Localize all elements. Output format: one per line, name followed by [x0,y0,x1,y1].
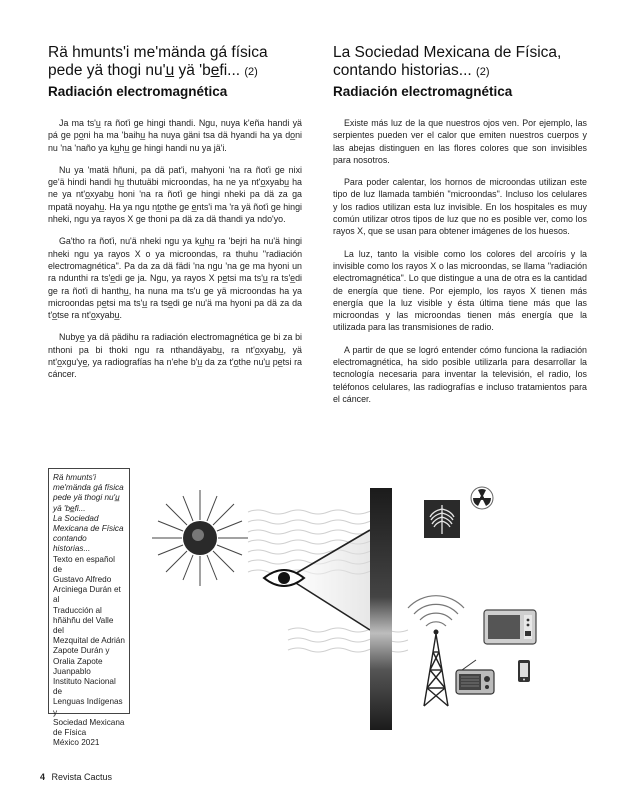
magazine-name: Revista Cactus [51,772,113,782]
right-paragraph: Existe más luz de la que nuestros ojos ven. Por ejemplo, las serpientes pueden ver el calor que emiten nuestros cuerpos y las abejas distinguen en las flores colores que son invisibles para nosotros. [333,118,587,165]
electromagnetic-illustration [138,460,598,730]
credit-line: La Sociedad [53,513,99,523]
right-title-number: (2) [476,66,490,78]
left-title [48,44,302,81]
left-title-text: Rä hmunts'i me'mända gá física pede yä thogi nu'u̲ yä 'be̲fi... [48,44,268,79]
right-paragraph: Para poder calentar, los hornos de microondas utilizan este tipo de luz llamada también "microondas". Incluso los celulares y los radios utilizan esta luz invisible. En los hospitales es muy común utilizar otros tipos de luz que no es posible ver, como los rayos X, que se usan para obtener imágenes de los huesos. [333,177,587,237]
right-title [333,44,587,81]
credit-line: México 2021 [53,738,100,748]
spectrum-bar [370,488,392,730]
right-subtitle: Radiación electromagnética [333,84,513,99]
credit-line: pede yä thogi nu'u̲ [53,493,120,503]
credit-line: Rä hmunts'i [53,473,96,482]
right-paragraph: A partir de que se logró entender cómo funciona la radiación electromagnética, ha sido posible utilizarla para desarrollar la tecnología necesaria para inventar la televisión, el radio, los teléfonos celulares, las radiografías e incluso tratamientos para el cáncer. [333,344,587,404]
cellphone-icon [518,660,530,682]
credit-line: Juanpablo [53,666,91,676]
page-footer [40,772,112,782]
left-column [48,44,302,391]
xray-icon [424,500,460,538]
credit-line: Mexicana de Física [53,524,124,534]
credit-line: de Física [53,728,87,738]
radio-icon [456,660,494,694]
credit-line: contando historias... [53,534,91,554]
credit-line: yä 'be̲fi... [53,503,86,513]
credits-plain [53,555,125,749]
left-paragraph: Ja ma ts'u̲ ra ñoťi ge hingi thandi. Ngu, nuya k'eña handi yä pá ge po̲ni ha ma 'baihu̲ ha nuya gäni tsa dä hyandi ha ya do̲ni nu 'na 'naño ya ku̲hu̲ ge hingi handi nu ya jä'i. [48,118,302,153]
left-paragraph: Nu ya 'matä hñuni, pa dä pat'i, mahyoni 'na ra ñoťi ge nixi ge'ä hindi handi hu̲ thutuäbi microondas, ha ne ya nt'o̲xyabu̲ ha ne ya nt'o̲xyabu̲ honi 'na ra ñoťi ge hingi nheki pa dä za ga mpatä noyahu̲. Ha ya ngu nt̲othe ge e̲nts'i ma 'ra yä ñoťi ge hingi nheki, ngu ya rayos X ge thoni pa dä za dä thandi ya ndo'yo. [48,164,302,225]
right-column [333,44,587,415]
left-paragraph: Nubye̲ ya dä pädihu ra radiación electromagnética ge bi za bi nthoni pa bi thoki ngu ra nthandäyabu̲, ra nt'o̲xyabu̲, yä nt'o̲xgu'ye̲, ya radiografías ha n'ehe b'u̲ da za t'o̲the nu'u̲ pe̲tsi ra cáncer. [48,332,302,380]
credit-line: hñähñu del Valle del [53,615,114,636]
credits-box [48,468,130,748]
credit-line: Sociedad Mexicana [53,717,125,727]
credit-line: Gustavo Alfredo [53,575,112,585]
right-paragraph: La luz, tanto la visible como los colores del arcoíris y la invisible como los rayos X o las microondas, se llama "radiación electromagnética". Lo que distingue a una de otra es la cantidad de energía que tiene. Por ejemplo, los rayos X tienen más energía que la luz visible y ésta última tiene más que las microondas y las microondas tienen más energía que la utilizada para las transmisiones de radio. [333,248,587,333]
left-subtitle: Radiación electromagnética [48,84,228,99]
credit-line: Arciniega Durán et al [53,585,121,605]
microwave-icon [484,610,536,644]
page-number: 4 [40,772,46,782]
credit-line: Mezquital de Adrián [53,636,125,646]
radiation-icon [471,487,493,509]
credit-line: Zapote Durán y [53,646,110,656]
left-paragraph: Ga'tho ra ñoťi, nu'ä nheki ngu ya ku̲hu̲ ra 'bejri ha nu'ä hingi nheki ngu ya rayos X o ya microondas, ra thuhu "radiación electromagnética". Pa da za dä fädi 'na ngu 'na ge ma hyoni un ra ndunthi ra ts'e̲di ge ja. Ngu, ya rayos X pe̲tsi ma ts'u̲ ra ts'e̲di ge ra ñoťi di hanthu̲, ha nuna ma ts'u ge yä microondas ha ya microondas pe̲tsi ma ts'u̲ ra tse̲di ge nu'ä ma hyoni pa dä za da t'o̲tse ra nt'o̲xyabu̲. [48,236,302,321]
credit-line: Texto en español de [53,554,115,574]
credits-italic [53,473,125,555]
right-body [333,117,587,405]
credit-line: Oralia Zapote [53,656,103,666]
right-title-text: La Sociedad Mexicana de Física, contando historias... [333,44,562,79]
credit-line: Traducción al [53,605,102,615]
credit-line: Lenguas Indígenas y [53,697,123,717]
left-body [48,117,302,381]
credit-line: me'mända gá física [53,483,124,493]
sun-icon [152,490,248,586]
left-title-number: (2) [244,66,258,78]
credit-line: Instituto Nacional de [53,677,116,697]
